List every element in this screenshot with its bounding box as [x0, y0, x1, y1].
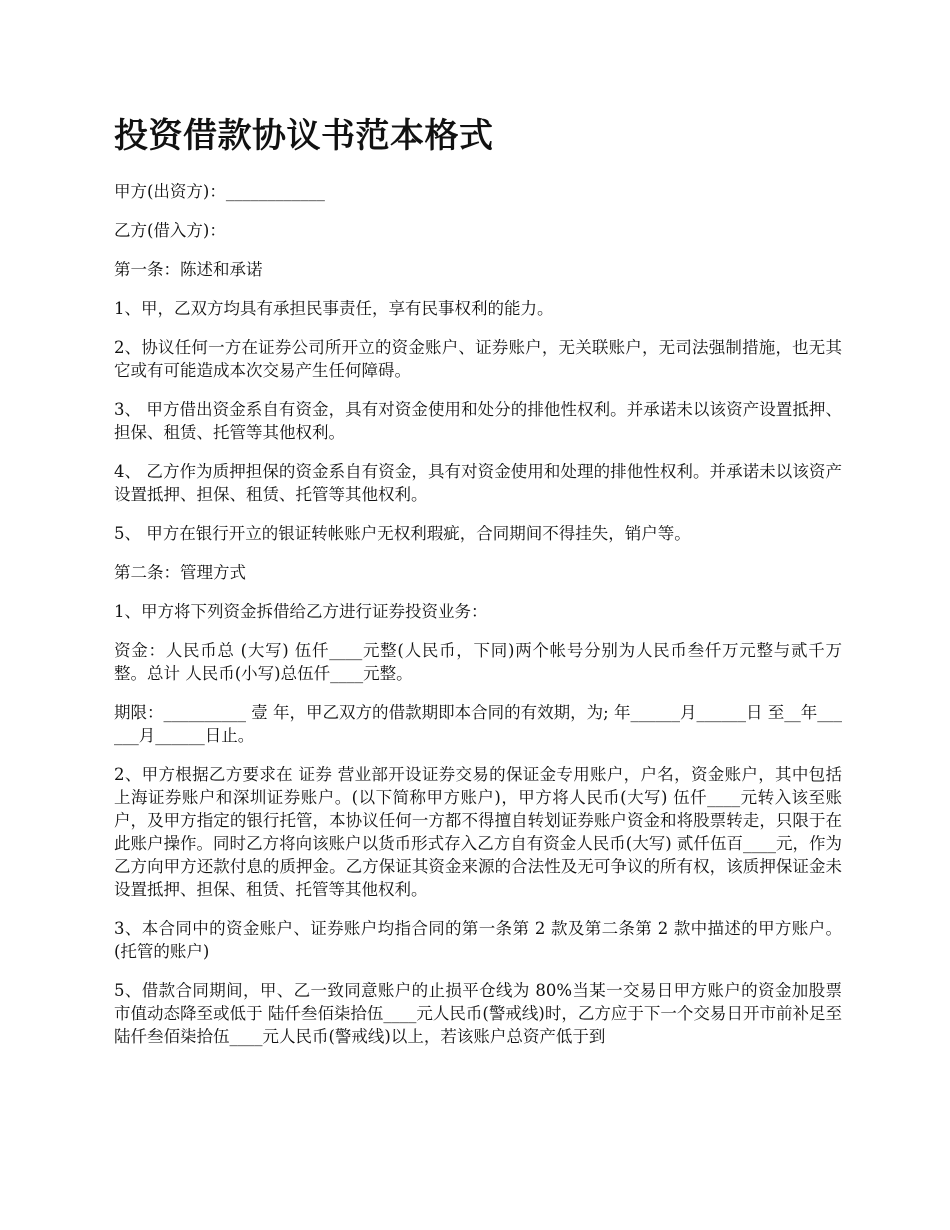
article-1-heading: 第一条：陈述和承诺 — [114, 260, 263, 279]
funds-paragraph: 资金：人民币总 (大写) 伍仟____元整(人民币，下同)两个帐号分别为人民币叁仟万元整与贰千万整。总计 人民币(小写)总伍仟____元整。 — [114, 641, 842, 683]
article-2-clause-5: 5、借款合同期间，甲、乙一致同意账户的止损平仓线为 80%当某一交易日甲方账户的资金加股票市值动态降至或低于 陆仟叁佰柒拾伍____元人民币(警戒线)时，乙方应于下一个交易日开市前补足至 陆仟叁佰柒拾伍____元人民币(警戒线)以上，若该账户总资产低于到 — [114, 981, 842, 1046]
article-1-clause-1: 1、甲，乙双方均具有承担民事责任，享有民事权利的能力。 — [114, 299, 554, 318]
article-1-clause-4: 4、 乙方作为质押担保的资金系自有资金，具有对资金使用和处理的排他性权利。并承诺未以该资产设置抵押、担保、租赁、托管等其他权利。 — [114, 462, 842, 504]
document-page — [114, 112, 842, 1064]
term-paragraph: 期限：__________ 壹 年，甲乙双方的借款期即本合同的有效期，为; 年______月______日 至__年______月______日止。 — [114, 703, 842, 745]
party-b-line: 乙方(借入方)： — [114, 221, 226, 240]
article-1-clause-5: 5、 甲方在银行开立的银证转帐账户无权利瑕疵，合同期间不得挂失，销户等。 — [114, 524, 691, 543]
article-1-clause-2: 2、协议任何一方在证券公司所开立的资金账户、证券账户，无关联账户，无司法强制措施，也无其它或有可能造成本次交易产生任何障碍。 — [114, 338, 842, 380]
document-title: 投资借款协议书范本格式 — [114, 116, 494, 156]
article-2-clause-2: 2、甲方根据乙方要求在 证券 营业部开设证券交易的保证金专用账户，户名，资金账户，其中包括上海证券账户和深圳证券账户。(以下简称甲方账户)，甲方将人民币(大写) 伍仟____元转入该至账户，及甲方指定的银行托管，本协议任何一方都不得擅自转划证券账户资金和将股票转走，只限于在此账户操作。同时乙方将向该账户以货币形式存入乙方自有资金人民币(大写) 贰仟伍百____元，作为乙方向甲方还款付息的质押金。乙方保证其资金来源的合法性及无可争议的所有权，该质押保证金未设置抵押、担保、租赁、托管等其他权利。 — [114, 765, 842, 899]
article-2-clause-1: 1、甲方将下列资金拆借给乙方进行证券投资业务： — [114, 602, 488, 621]
article-1-clause-3: 3、 甲方借出资金系自有资金，具有对资金使用和处分的排他性权利。并承诺未以该资产设置抵押、担保、租赁、托管等其他权利。 — [114, 400, 842, 442]
article-2-heading: 第二条：管理方式 — [114, 563, 246, 582]
party-a-line: 甲方(出资方)：____________ — [114, 182, 325, 201]
article-2-clause-3: 3、本合同中的资金账户、证券账户均指合同的第一条第 2 款及第二条第 2 款中描述的甲方账户。(托管的账户) — [114, 919, 842, 961]
